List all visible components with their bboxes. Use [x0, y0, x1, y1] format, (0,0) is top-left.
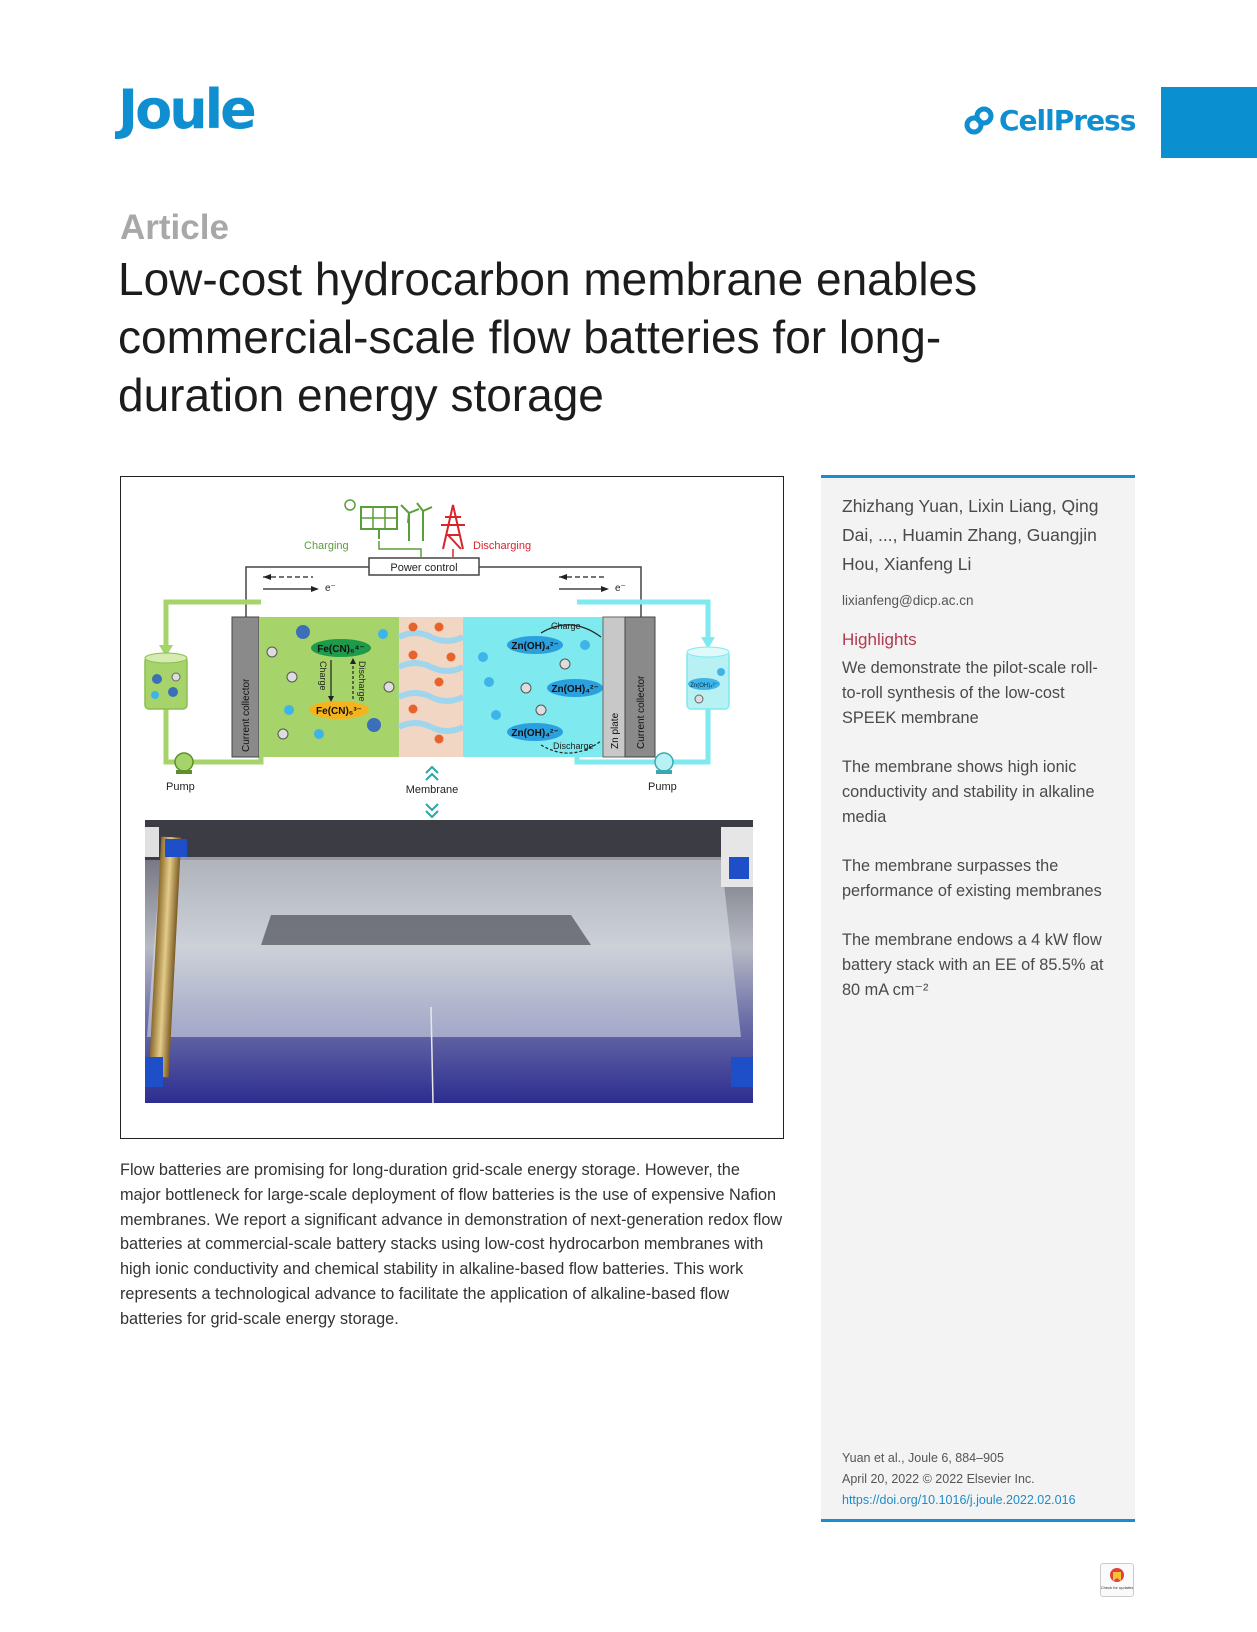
- electron-flow-right: [559, 574, 626, 594]
- abstract-text: Flow batteries are promising for long-duration grid-scale energy storage. However, the major bottleneck for large-scale deployment of flow batteries is the use of expensive Nafion membranes. We report a significant advance in demonstration of next-generation redox flow batteries at commercial-scale battery stacks using low-cost hydrocarbon membranes with high ionic conductivity and chemical stability in alkaline-based flow batteries. This work represents a technological advance to facilitate the application of alkaline-based flow batteries for grid-scale energy storage.: [120, 1161, 783, 1328]
- svg-text:Fe(CN)₆⁴⁻: Fe(CN)₆⁴⁻: [317, 644, 365, 655]
- pump-label-right: Pump: [648, 781, 677, 793]
- corner-tab: [1161, 87, 1257, 158]
- charging-label: Charging: [304, 540, 349, 552]
- electron-label-right: e⁻: [615, 583, 626, 594]
- zn-plate-label: Zn plate: [610, 712, 621, 749]
- publication-date: April 20, 2022 © 2022 Elsevier Inc.: [842, 1472, 1035, 1486]
- article-type: Article: [120, 208, 229, 247]
- right-pump-icon: [655, 753, 673, 774]
- left-tank: [145, 653, 187, 709]
- citation-line: Yuan et al., Joule 6, 884–905: [842, 1451, 1004, 1465]
- membrane-roll-photo: [145, 820, 753, 1103]
- bookmark-icon: [1101, 1564, 1133, 1596]
- right-tank-label: Zn(OH)₄²⁻: [690, 683, 718, 689]
- power-control-label: Power control: [390, 562, 458, 574]
- graphical-abstract: [120, 476, 784, 1139]
- author-list: Zhizhang Yuan, Lixin Liang, Qing Dai, ..., Huamin Zhang, Guangjin Hou, Xianfeng Li: [842, 496, 1099, 574]
- discharge-vertical-label: Discharge: [357, 661, 367, 702]
- power-tower-icon: [441, 505, 465, 549]
- corresponding-email[interactable]: lixianfeng@dicp.ac.cn: [842, 593, 974, 608]
- highlights-heading: Highlights: [842, 630, 917, 649]
- highlight-item: The membrane shows high ionic conductivity and stability in alkaline media: [842, 758, 1095, 826]
- journal-logo: Joule: [118, 78, 254, 141]
- svg-text:Fe(CN)₆³⁻: Fe(CN)₆³⁻: [316, 706, 362, 717]
- check-for-updates-badge[interactable]: [1100, 1563, 1134, 1597]
- highlight-item: The membrane surpasses the performance of existing membranes: [842, 857, 1102, 900]
- doi-link[interactable]: https://doi.org/10.1016/j.joule.2022.02.016: [842, 1493, 1076, 1507]
- svg-text:Zn(OH)₄²⁻: Zn(OH)₄²⁻: [511, 641, 559, 652]
- highlight-item: We demonstrate the pilot-scale roll-to-roll synthesis of the low-cost SPEEK membrane: [842, 659, 1098, 727]
- svg-text:Zn(OH)₄²⁻: Zn(OH)₄²⁻: [551, 684, 599, 695]
- current-collector-left-label: Current collector: [241, 678, 252, 752]
- current-collector-right-label: Current collector: [636, 675, 647, 749]
- highlights-list: [842, 656, 1112, 1027]
- citation-block: [842, 1448, 1076, 1511]
- graphical-abstract-svg: [121, 477, 783, 1138]
- wind-turbine-icon: [401, 503, 432, 541]
- charge-arc-label: Charge: [551, 621, 581, 631]
- right-tank: [687, 647, 729, 709]
- solar-panel-icon: [345, 500, 397, 539]
- pump-label-left: Pump: [166, 781, 195, 793]
- discharge-arc-label: Discharge: [553, 741, 594, 751]
- publisher-name: CellPress: [999, 104, 1136, 137]
- left-pump-icon: [175, 753, 193, 774]
- article-title: Low-cost hydrocarbon membrane enables commercial-scale flow batteries for long-duration energy storage: [118, 253, 978, 421]
- cellpress-logo: [963, 104, 1135, 137]
- electron-flow-left: [263, 574, 336, 594]
- electron-label-left: e⁻: [325, 583, 336, 594]
- svg-text:Zn(OH)₄²⁻: Zn(OH)₄²⁻: [511, 728, 559, 739]
- highlight-item: The membrane endows a 4 kW flow battery stack with an EE of 85.5% at 80 mA cm⁻²: [842, 931, 1104, 999]
- membrane-label: Membrane: [405, 784, 459, 796]
- charge-vertical-label: Charge: [318, 661, 328, 691]
- badge-label: Check for updates: [1101, 1585, 1133, 1590]
- discharging-label: Discharging: [473, 540, 532, 552]
- cellpress-link-icon: [963, 105, 995, 137]
- info-sidebar: [821, 475, 1135, 1522]
